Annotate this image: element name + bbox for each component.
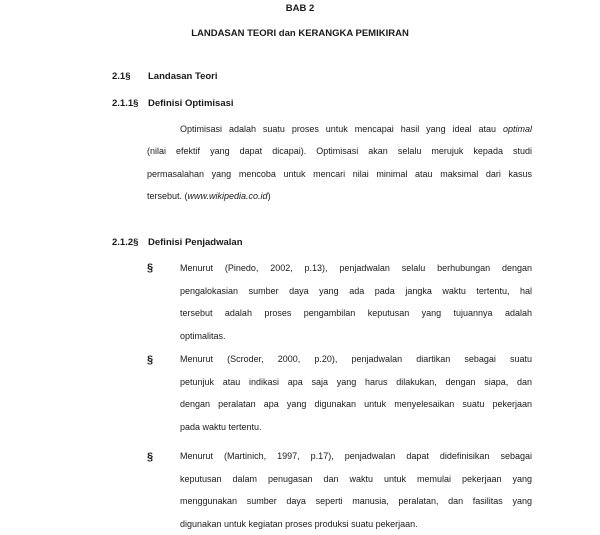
paragraph-line: Menurut (Martinich, 1997, p.17), penjadwalan dapat didefinisikan sebagai — [180, 445, 532, 468]
paragraph-line: petunjuk atau indikasi apa saja yang harus dilakukan, dengan siapa, dan — [180, 371, 532, 394]
source-citation: www.wikipedia.co.id — [188, 191, 268, 201]
paragraph-line: tersebut adalah proses pengambilan keputusan yang tujuannya adalah — [180, 302, 532, 325]
section-heading — [112, 71, 218, 82]
paragraph-line: (nilai efektif yang dapat dicapai). Optimisasi akan selalu merujuk kepada studi — [147, 140, 532, 163]
paragraph-line: menggunakan sumber daya seperti manusia, peralatan, dan fasilitas yang — [180, 490, 532, 513]
paragraph-line: Menurut (Scroder, 2000, p.20), penjadwalan diartikan sebagai suatu — [180, 348, 532, 371]
paragraph-line: pengalokasian sumber daya yang ada pada jangka waktu tertentu, hal — [180, 280, 532, 303]
paragraph-line: dengan peralatan apa yang digunakan untuk menyelesaikan suatu pekerjaan — [180, 393, 532, 416]
subsection-label-2: Definisi Penjadwalan — [148, 237, 243, 248]
paragraph-line: Menurut (Pinedo, 2002, p.13), penjadwalan selalu berhubungan dengan — [180, 257, 532, 280]
paragraph-line: pada waktu tertentu. — [180, 416, 532, 439]
list-item-2 — [180, 348, 532, 438]
subsection-number-1: 2.1.1§ — [112, 98, 148, 109]
paragraph-line: keputusan dalam penugasan dan waktu untuk memulai pekerjaan yang — [180, 468, 532, 491]
bullet-icon: § — [147, 354, 153, 366]
paragraph-optimisasi — [180, 118, 532, 141]
paragraph-line: permasalahan yang mencoba untuk mencari nilai minimal atau maksimal dari kasus — [147, 163, 532, 186]
italic-term: optimal — [503, 124, 532, 134]
subsection-number-2: 2.1.2§ — [112, 237, 148, 248]
paragraph-optimisasi-cont — [147, 140, 532, 208]
subsection-label-1: Definisi Optimisasi — [148, 98, 234, 109]
bullet-icon: § — [147, 451, 153, 463]
paragraph-line: Optimisasi adalah suatu proses untuk mencapai hasil yang ideal atau optimal — [180, 118, 532, 141]
chapter-title: LANDASAN TEORI dan KERANGKA PEMIKIRAN — [0, 28, 600, 39]
chapter-label: BAB 2 — [0, 3, 600, 14]
section-number: 2.1§ — [112, 71, 148, 82]
subsection-heading-1 — [112, 98, 234, 109]
section-label: Landasan Teori — [148, 71, 218, 82]
subsection-heading-2 — [112, 237, 243, 248]
bullet-icon: § — [147, 262, 153, 274]
paragraph-line: optimalitas. — [180, 325, 532, 348]
list-item-1 — [180, 257, 532, 347]
paragraph-line: tersebut. (www.wikipedia.co.id) — [147, 185, 532, 208]
paragraph-line: digunakan untuk kegiatan proses produksi suatu pekerjaan. — [180, 513, 532, 535]
list-item-3 — [180, 445, 532, 535]
